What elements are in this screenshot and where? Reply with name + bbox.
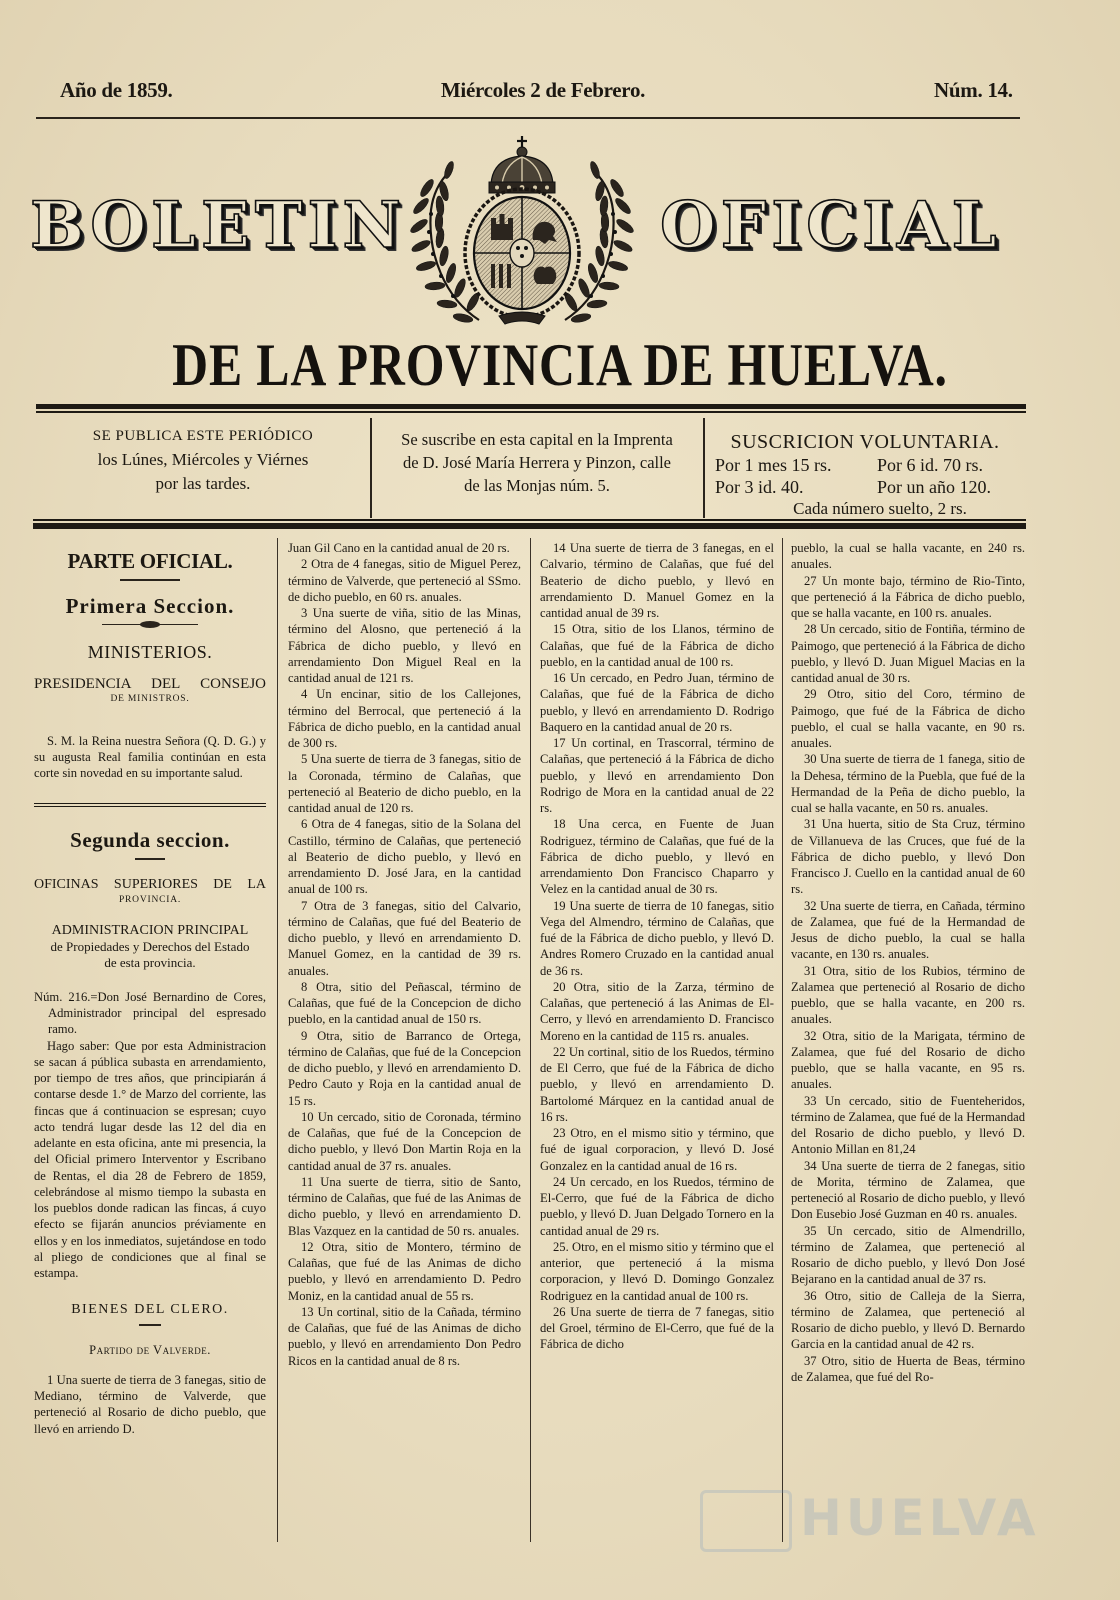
- heading-ministerios: MINISTERIOS.: [87, 641, 213, 662]
- column-rule: [782, 538, 783, 1542]
- shield-icon: [474, 197, 570, 309]
- column-1: [34, 540, 266, 1542]
- laurel-left-icon: [409, 160, 482, 323]
- property-item: 20 Otra, sitio de la Zarza, término de Calañas, que perteneció á las Animas de El-Cerro, y llevó en arrendamiento D. Francisco Moreno en la cantidad de 115 rs. anuales.: [540, 979, 774, 1043]
- heading-oficinas: OFICINAS SUPERIORES DE LA: [34, 876, 266, 892]
- property-item: 24 Un cercado, en los Ruedos, término de El-Cerro, que fué de la Fábrica de dicho pueblo, y llevó D. Juan Delgado Tornero en la cantidad anual de 29 rs.: [540, 1174, 774, 1238]
- publication-schedule: [36, 424, 370, 496]
- property-item: 5 Una suerte de tierra de 3 fanegas, sitio de la Coronada, término de Calañas, que perteneció al Beaterio de dicho pueblo, en la cantidad anual de 120 rs.: [288, 752, 521, 815]
- section-heading-primera: Primera Seccion.: [65, 593, 235, 618]
- rate-row: [705, 476, 1025, 498]
- property-item: 15 Otra, sitio de los Llanos, término de Calañas, que fué de la Fábrica de dicho pueblo, en la cantidad anual de 100 rs.: [540, 622, 774, 669]
- property-item: 34 Una suerte de tierra de 2 fanegas, sitio de Morita, término de Zalamea, que perteneció al Rosario de dicho pueblo, y llevó Don Eusebio José Guzman en 40 rs. anuales.: [791, 1158, 1025, 1222]
- rates-title: SUSCRICION VOLUNTARIA.: [730, 431, 1000, 453]
- heading-partido: Partido de Valverde.: [89, 1342, 211, 1357]
- notice-header-paragraph: Núm. 216.=Don José Bernardino de Cores, Administrador principal del espresado ramo.: [34, 989, 266, 1037]
- property-item: 6 Otra de 4 fanegas, sitio de la Solana del Castillo, término de Calañas, que perteneció al Beaterio de dicho pueblo, y llevó en arrendamiento D. José Jara, en la cantidad anual de 100 rs.: [288, 817, 521, 897]
- property-item: 4 Un encinar, sitio de los Callejones, término del Berrocal, que perteneció á la Fábrica de dicho pueblo, en la cantidad anual de 300 rs.: [288, 687, 521, 750]
- property-item: 36 Otro, sitio de Calleja de la Sierra, término de Zalamea, que perteneció al Rosario de dicho pueblo, y llevó D. Bernardo Garcia en la cantidad anual de 42 rs.: [791, 1288, 1025, 1352]
- info-top-rule-thin: [36, 411, 1026, 413]
- property-item: 29 Otro, sitio del Coro, término de Paimogo, que fué de la Fábrica de dicho pueblo, el cual se halla vacante, en 90 rs. anuales.: [791, 687, 1025, 750]
- property-item: 16 Un cercado, en Pedro Juan, término de Calañas, que fué de la Fábrica de dicho pueblo, y llevó en arrendamiento D. Rodrigo Baquero en la cantidad anual de 20 rs.: [540, 671, 774, 734]
- property-item: 26 Una suerte de tierra de 7 fanegas, sitio del Groel, término de El-Cerro, que fué de la Fábrica de dicho: [540, 1304, 774, 1352]
- publication-line: por las tardes.: [155, 474, 251, 493]
- property-item: 32 Una suerte de tierra, en Cañada, término de Zalamea, que fué de la Hermandad de Jesus de dicho pueblo, la cual se halla vacante, en 130 rs. anuales.: [791, 898, 1025, 962]
- rate: Por 1 mes 15 rs.: [715, 455, 832, 475]
- subscription-place: [372, 428, 702, 497]
- notice-body-paragraph: Hago saber: Que por esta Administracion se sacan á pública subasta en arrendamiento, por tiempo de tres años, que principiarán á contarse desde 1.° de Marzo del corriente, las fincas que á continuacion se espresan; cuyo acto tendrá lugar desde las 12 del dia en adelante en esta oficina, ante mi presencia, la del Oficial primero Interventor y Escribano de Rentas, el dia 28 de Febrero de 1859, celebrándose al mismo tiempo la subasta en los pueblos donde radican las fincas, á cuyo efecto se fijarán anuncios préviamente en ellos y en los inmediatos, sujetándose en todo al pliego de condiciones que al final se estampa.: [34, 1038, 266, 1280]
- property-item: 30 Una suerte de tierra de 1 fanega, sitio de la Dehesa, término de la Puebla, que fué de la Hermandad de la Peña de dicho pueblo, la cual se halla vacante, en 50 rs. anuales.: [791, 752, 1025, 815]
- laurel-right-icon: [563, 160, 636, 323]
- info-bottom-rule-thick: [33, 523, 1026, 529]
- property-item: 1 Una suerte de tierra de 3 fanegas, sitio de Mediano, término de Valverde, que perteneció al Rosario de dicho pueblo, que llevó en arriendo D.: [34, 1372, 266, 1436]
- section-heading-segunda: Segunda seccion.: [70, 828, 230, 853]
- property-item: 31 Otra, sitio de los Rubios, término de Zalamea que perteneció al Rosario de dicho pueblo, que se halla vacante, en 200 rs. anuales.: [791, 963, 1025, 1027]
- column-rule: [277, 538, 278, 1542]
- heading-presidencia: PRESIDENCIA DEL CONSEJO: [34, 675, 266, 692]
- coat-of-arms-icon: [405, 136, 639, 328]
- rate: Por un año 120.: [877, 477, 991, 497]
- subscription-line: de D. José María Herrera y Pinzon, calle: [402, 453, 672, 472]
- subscription-rates: [705, 430, 1025, 520]
- property-item-continued: Juan Gil Cano en la cantidad anual de 20 rs.: [288, 541, 510, 555]
- column-rule: [530, 538, 531, 1542]
- property-item: 3 Una suerte de viña, sitio de las Minas, término del Alosno, que perteneció á la Fábrica de dicho pueblo, y llevó en arrendamiento Don Miguel Real en la cantidad anual de 121 rs.: [288, 606, 521, 685]
- property-item: 17 Un cortinal, en Trascorral, término de Calañas, que perteneció á la Fábrica de dicho pueblo, y llevó en arrendamiento Don Rodrigo de Mora en la cantidad anual de 22 rs.: [540, 736, 774, 815]
- crown-icon: [489, 136, 555, 193]
- info-top-rule-thick: [36, 404, 1026, 409]
- property-item: 10 Un cercado, sitio de Coronada, término de Calañas, que fué de la Concepcion de dicho pueblo, y llevó Don Martin Roja en la cantidad anual de 37 rs. anuales.: [288, 1109, 521, 1173]
- property-item-continued: pueblo, la cual se halla vacante, en 240 rs. anuales.: [791, 541, 1025, 572]
- info-bottom-rule-thin: [33, 519, 1026, 521]
- publication-line: SE PUBLICA ESTE PERIÓDICO: [92, 428, 314, 444]
- library-watermark: [700, 1486, 1040, 1550]
- property-item: 27 Un monte bajo, término de Rio-Tinto, que perteneció á la Fábrica de dicho pueblo, que se halla vacante, en 100 rs. anuales.: [791, 573, 1025, 620]
- section-heading-parte-oficial: PARTE OFICIAL.: [67, 549, 233, 573]
- column-2: [288, 540, 521, 1542]
- property-item: 2 Otra de 4 fanegas, sitio de Miguel Perez, término de Valverde, que perteneció al SSmo. de dicho pueblo, en 60 rs. anuales.: [288, 557, 521, 604]
- column-3: [540, 540, 774, 1542]
- property-item: 37 Otro, sitio de Huerta de Beas, término de Zalamea, que fué del Ro-: [791, 1353, 1025, 1384]
- subheading-provincia: PROVINCIA.: [118, 894, 182, 905]
- issue-date: Miércoles 2 de Febrero.: [440, 78, 646, 102]
- ornament-divider: [102, 621, 198, 629]
- header-rule: [36, 117, 1020, 119]
- masthead-subtitle: DE LA PROVINCIA DE HUELVA.: [172, 332, 948, 398]
- property-item: 7 Otra de 3 fanegas, sitio del Calvario, término de Calañas, que fué del Beaterio de dicho pueblo, y llevó en arrendamiento D. Manuel Gomez, en la cantidad de 39 rs. anuales.: [288, 898, 521, 978]
- watermark-text: HUELVA: [800, 1489, 1040, 1547]
- subscription-line: Se suscribe en esta capital en la Imprenta: [401, 430, 673, 449]
- subscription-line: de las Monjas núm. 5.: [464, 476, 610, 495]
- watermark-logo-icon: [700, 1490, 792, 1552]
- property-item: 9 Otra, sitio de Barranco de Ortega, término de Calañas, que fué de la Concepcion de dicho pueblo, y llevó en arrendamiento D. Pedro Cauto y Roja en la cantidad anual de 15 rs.: [288, 1028, 521, 1108]
- property-item: 8 Otra, sitio del Peñascal, término de Calañas, que fué de la Concepcion de dicho pueblo, en la cantidad anual de 150 rs.: [288, 979, 521, 1027]
- ribbon-icon: [499, 312, 545, 324]
- property-item: 25. Otro, en el mismo sitio y término que el anterior, que perteneció á la misma corporacion, y llevó D. Domingo Gonzalez Rodriguez en la cantidad anual de 100 rs.: [540, 1239, 774, 1303]
- divider: [120, 579, 180, 581]
- issue-year: Año de 1859.: [60, 78, 173, 102]
- property-item: 28 Un cercado, sitio de Fontiña, término de Paimogo, que perteneció á la Fábrica de dicho pueblo, y llevó D. Juan Miguel Macias en la cantidad anual de 30 rs.: [791, 622, 1025, 685]
- property-item: 31 Una huerta, sitio de Sta Cruz, término de Villanueva de las Cruces, que fué de la Fábrica de dicho pueblo, y llevó Don Francisco J. Cuello en la cantidad anual de 60 rs.: [791, 817, 1025, 897]
- property-item: 19 Una suerte de tierra de 10 fanegas, sitio Vega del Almendro, término de Calañas, que fué de la Fábrica de dicho pueblo, y llevó D. Andres Romero Cruzado en la cantidad anual de 36 rs.: [540, 898, 774, 978]
- masthead-title-right: OFICIAL: [660, 188, 1002, 263]
- issue-number: Núm. 14.: [934, 78, 1013, 102]
- property-item: 32 Otra, sitio de la Marigata, término de Zalamea, que fué del Rosario de dicho pueblo, que se halla vacante, en 95 rs. anuales.: [791, 1028, 1025, 1092]
- property-item: 11 Una suerte de tierra, sitio de Santo, término de Calañas, que fué de las Animas de dicho pueblo, y llevó en arrendamiento D. Blas Vazquez en la cantidad de 50 rs. anuales.: [288, 1174, 521, 1238]
- publication-line: los Lúnes, Miércoles y Viérnes: [97, 450, 309, 469]
- double-divider: [34, 803, 266, 807]
- property-item: 35 Un cercado, sitio de Almendrillo, término de Zalamea, que perteneció al Rosario de dicho pueblo, y llevó Don José Bejarano en la cantidad anual de 37 rs.: [791, 1223, 1025, 1287]
- rate-row: [705, 454, 1025, 476]
- property-item: 14 Una suerte de tierra de 3 fanegas, en el Calvario, término de Calañas, que fué del Beaterio de dicho pueblo, y llevó en arrendamiento D. Manuel Gomez en la cantidad anual de 39 rs.: [540, 541, 774, 620]
- divider: [139, 1324, 161, 1326]
- rate: Por 6 id. 70 rs.: [877, 455, 984, 475]
- property-item: 13 Un cortinal, sitio de la Cañada, término de Calañas, que fué de las Animas de dicho pueblo, y llevó en arrendamiento Don Pedro Ricos en la cantidad anual de 8 rs.: [288, 1304, 521, 1368]
- column-4: [791, 540, 1025, 1542]
- property-item: 22 Un cortinal, sitio de los Ruedos, término de El Cerro, que fué de la Fábrica de dicho pueblo, y llevó en arrendamiento D. Bartolomé Márquez en la cantidad anual de 16 rs.: [540, 1044, 774, 1124]
- property-item: 12 Otra, sitio de Montero, término de Calañas, que fué de las Animas de dicho pueblo, y llevó en arrendamiento D. Pedro Moniz, en la cantidad anual de 55 rs.: [288, 1239, 521, 1303]
- single-issue-price: Cada número suelto, 2 rs.: [793, 499, 967, 518]
- property-item: 23 Otro, en el mismo sitio y término, que fué de igual corporacion, y llevó D. José Gonzalez en la cantidad anual de 16 rs.: [540, 1126, 774, 1173]
- property-item: 18 Una cerca, en Fuente de Juan Rodriguez, término de Calañas, que fué de la Fábrica de dicho pueblo, y llevó en arrendamiento Don Francisco Chaparro y Velez en la cantidad anual de 30 rs.: [540, 817, 774, 897]
- heading-bienes-del-clero: BIENES DEL CLERO.: [71, 1302, 229, 1318]
- subheading-de-ministros: DE MINISTROS.: [110, 693, 190, 704]
- masthead-title-left: BOLETIN: [30, 188, 406, 263]
- rate: Por 3 id. 40.: [715, 477, 804, 497]
- property-item: 33 Un cercado, sitio de Fuenteheridos, término de Zalamea, que fué de la Hermandad del Rosario de dicho pueblo, y llevó D. Antonio Millan en 81,24: [791, 1093, 1025, 1157]
- administracion-subheading: de Propiedades y Derechos del Estado de esta provincia.: [50, 938, 250, 970]
- royal-news-paragraph: S. M. la Reina nuestra Señora (Q. D. G.) y su augusta Real familia continúan en esta corte sin novedad en su importante salud.: [34, 733, 266, 780]
- divider: [135, 858, 165, 860]
- heading-administracion: ADMINISTRACION PRINCIPAL: [51, 922, 249, 938]
